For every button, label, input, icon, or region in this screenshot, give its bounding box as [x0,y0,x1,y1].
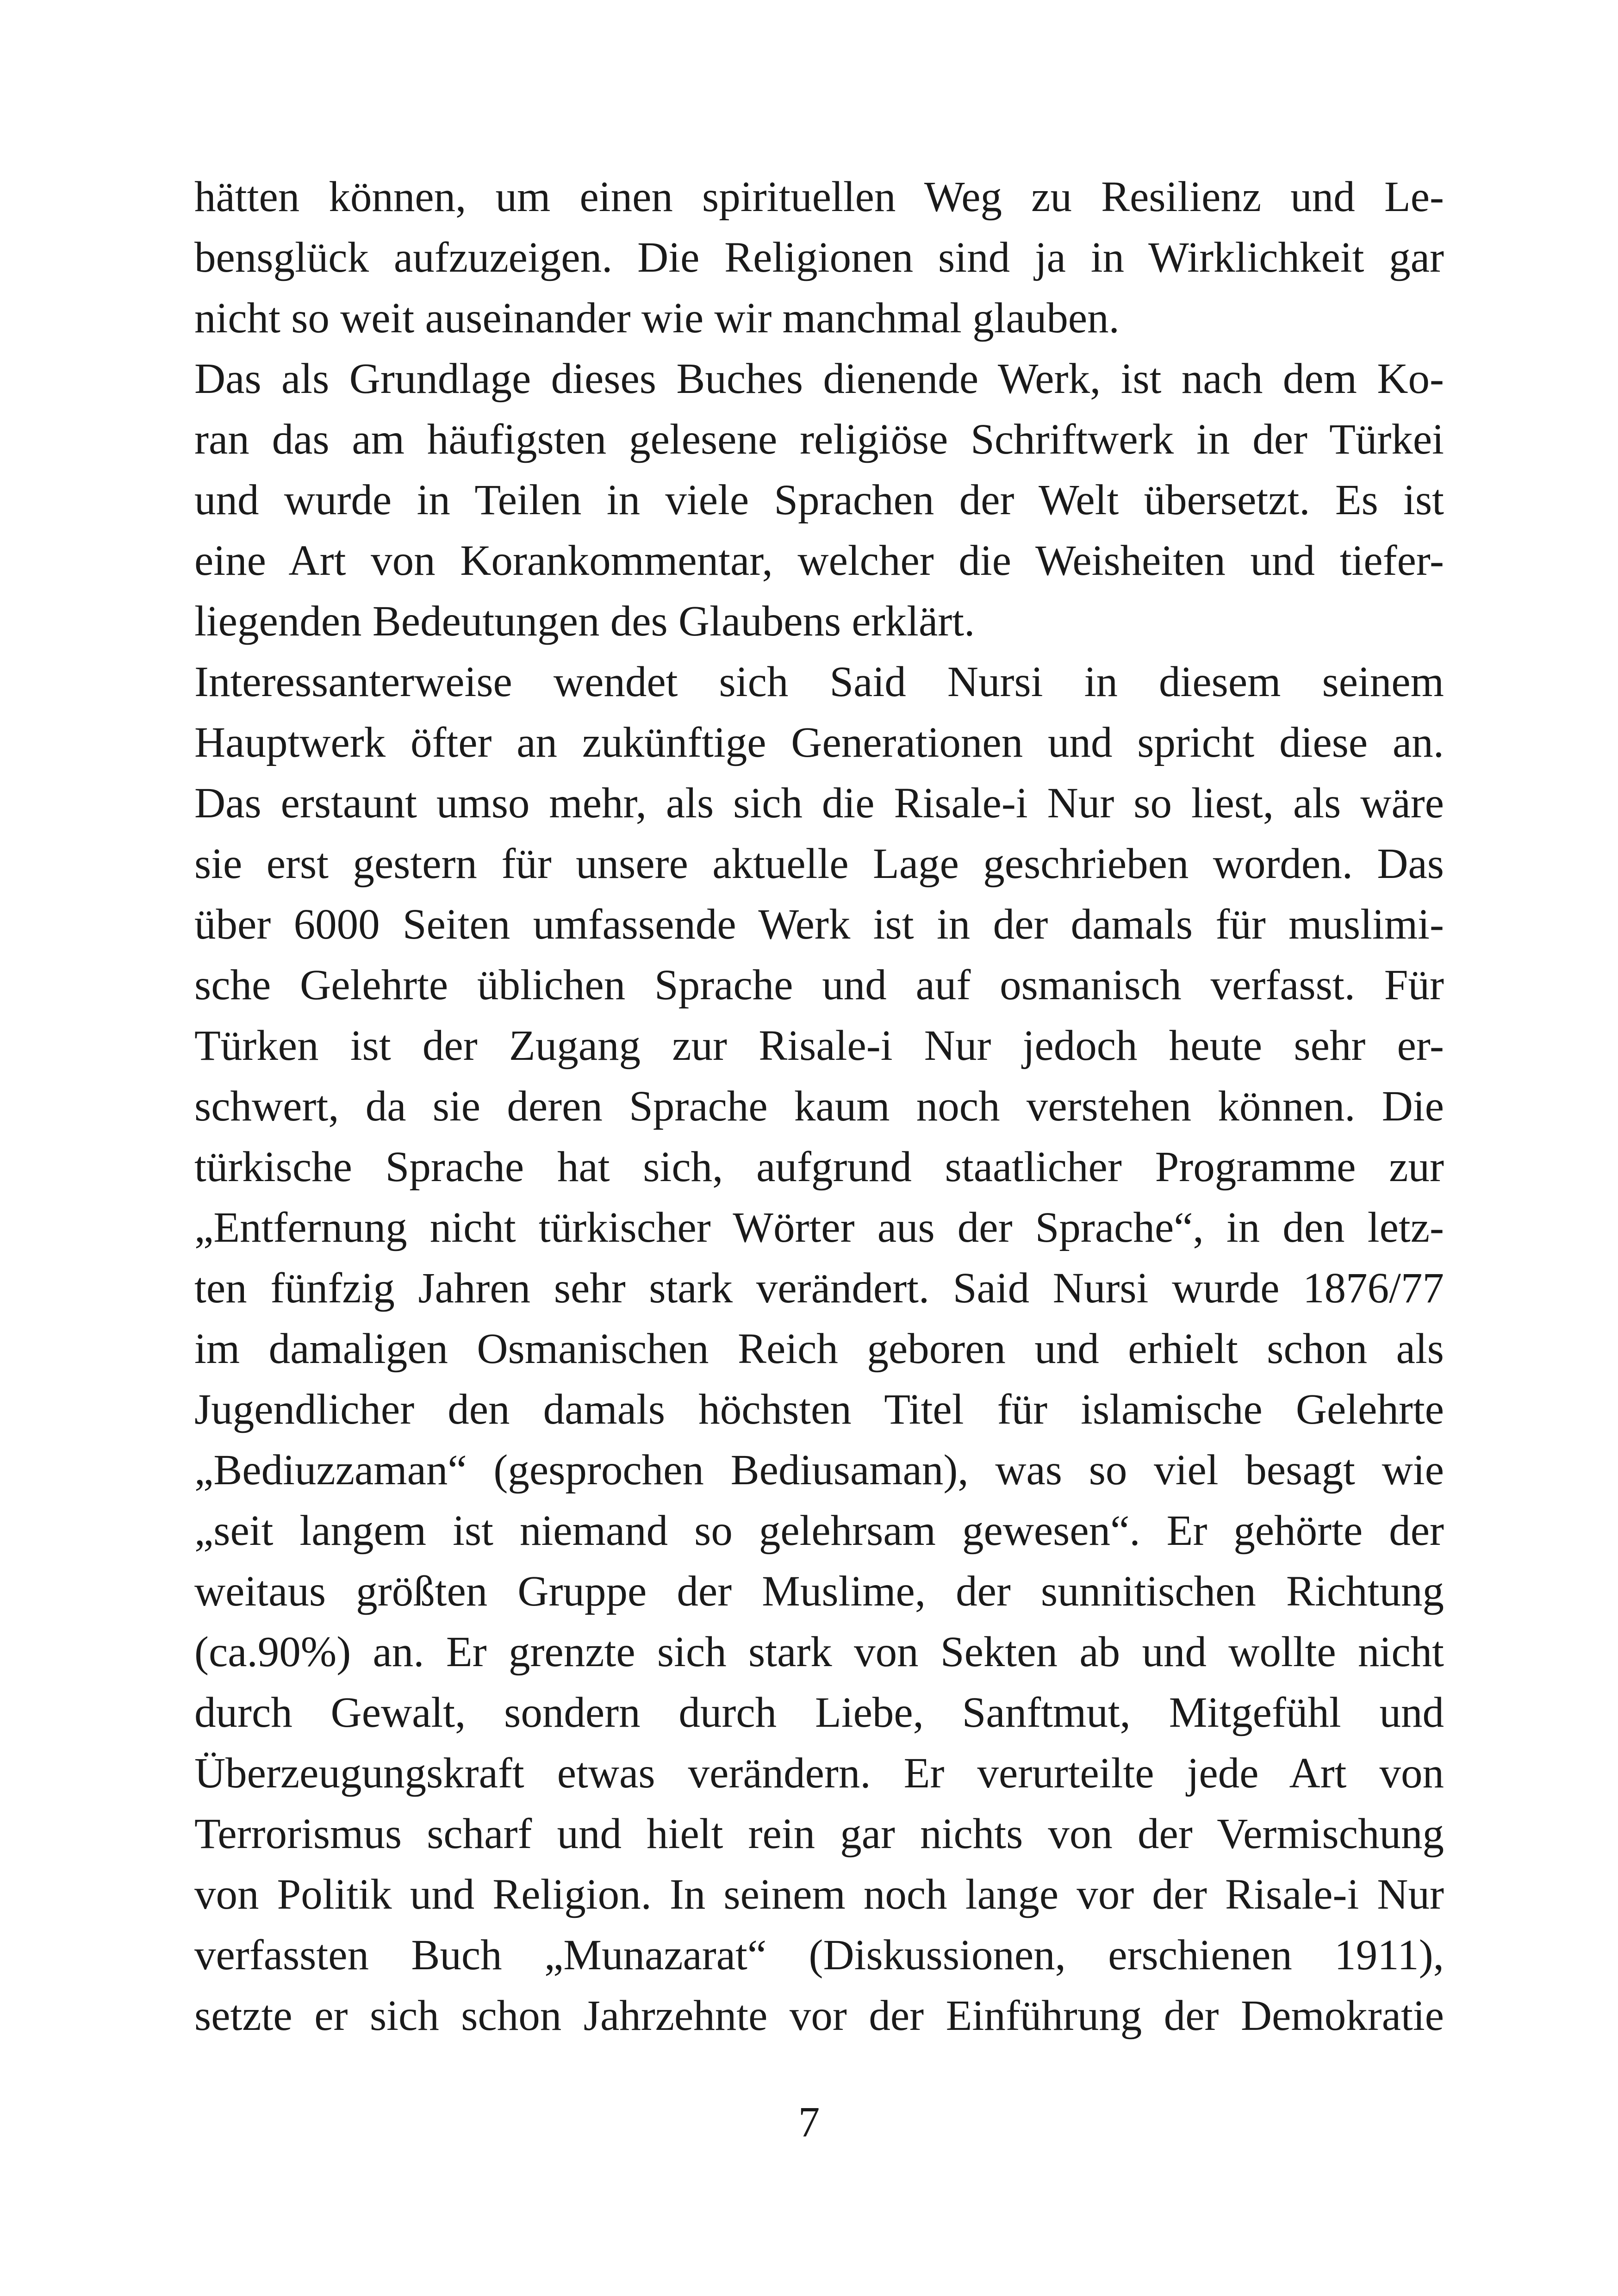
paragraph [194,652,1444,2046]
text-line: Das als Grundlage dieses Buches dienende Werk, ist nach dem Ko- [194,355,1444,403]
text-line: durch Gewalt, sondern durch Liebe, Sanftmut, Mitgefühl und [194,1689,1444,1736]
text-line: Überzeugungskraft etwas verändern. Er verurteilte jede Art von [194,1749,1444,1797]
text-line: liegenden Bedeutungen des Glaubens erklärt. [194,597,975,645]
text-line: (ca.90%) an. Er grenzte sich stark von Sekten ab und wollte nicht [194,1628,1444,1676]
text-line: schwert, da sie deren Sprache kaum noch verstehen können. Die [194,1083,1444,1130]
text-line: verfassten Buch „Munazarat“ (Diskussionen, erschienen 1911), [194,1931,1444,1979]
text-line: Terrorismus scharf und hielt rein gar nichts von der Vermischung [194,1810,1444,1858]
text-line: von Politik und Religion. In seinem noch lange vor der Risale-i Nur [194,1871,1444,1918]
text-line: Interessanterweise wendet sich Said Nursi in diesem seinem [194,658,1444,706]
text-line: nicht so weit auseinander wie wir manchmal glauben. [194,294,1120,342]
text-line: sie erst gestern für unsere aktuelle Lage geschrieben worden. Das [194,840,1444,888]
text-line: setzte er sich schon Jahrzehnte vor der Einführung der Demokratie [194,1992,1444,2040]
text-line: sche Gelehrte üblichen Sprache und auf osmanisch verfasst. Für [194,961,1444,1009]
text-line: ran das am häufigsten gelesene religiöse Schriftwerk in der Türkei [194,416,1444,463]
paragraph [194,348,1444,652]
text-line: bensglück aufzuzeigen. Die Religionen sind ja in Wirklichkeit gar [194,234,1444,281]
text-line: Jugendlicher den damals höchsten Titel für islamische Gelehrte [194,1386,1444,1433]
body-text [194,167,1444,2046]
paragraph [194,167,1444,348]
text-line: ten fünfzig Jahren sehr stark verändert. Said Nursi wurde 1876/77 [194,1264,1444,1312]
text-line: Hauptwerk öfter an zukünftige Generationen und spricht diese an. [194,719,1444,766]
page-number: 7 [798,2098,820,2146]
text-line: eine Art von Korankommentar, welcher die Weisheiten und tiefer- [194,537,1444,585]
text-line: „Entfernung nicht türkischer Wörter aus der Sprache“, in den letz- [194,1204,1444,1251]
text-line: „Bediuzzaman“ (gesprochen Bediusaman), was so viel besagt wie [194,1446,1444,1494]
text-line: weitaus größten Gruppe der Muslime, der sunnitischen Richtung [194,1568,1444,1615]
text-line: hätten können, um einen spirituellen Weg zu Resilienz und Le- [194,173,1444,221]
text-line: türkische Sprache hat sich, aufgrund staatlicher Programme zur [194,1143,1444,1191]
text-line: und wurde in Teilen in viele Sprachen der Welt übersetzt. Es ist [194,476,1444,524]
text-line: Das erstaunt umso mehr, als sich die Risale-i Nur so liest, als wäre [194,779,1444,827]
text-line: Türken ist der Zugang zur Risale-i Nur jedoch heute sehr er- [194,1022,1444,1070]
text-line: über 6000 Seiten umfassende Werk ist in der damals für muslimi- [194,901,1444,948]
text-line: „seit langem ist niemand so gelehrsam gewesen“. Er gehörte der [194,1507,1444,1555]
text-line: im damaligen Osmanischen Reich geboren und erhielt schon als [194,1325,1444,1373]
